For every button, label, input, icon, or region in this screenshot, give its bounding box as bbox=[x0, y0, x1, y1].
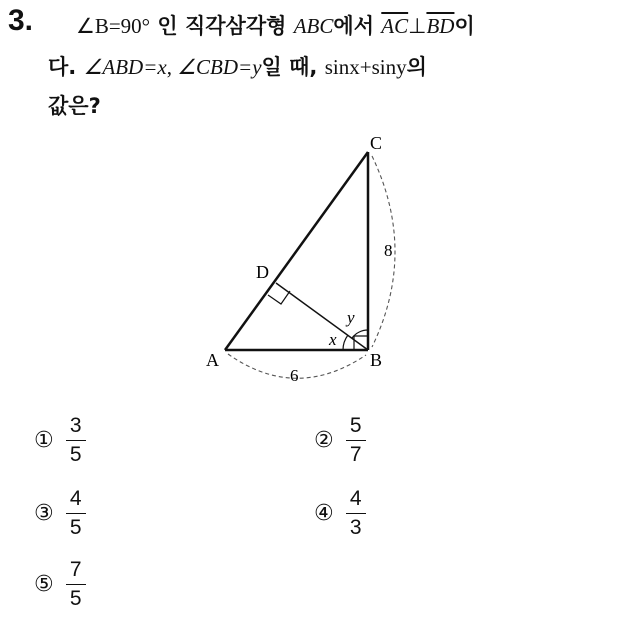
triangle-name: ABC bbox=[293, 14, 334, 38]
fraction-numerator: 7 bbox=[69, 558, 82, 581]
choice-fraction bbox=[66, 487, 86, 540]
angle-x-arc bbox=[343, 335, 348, 350]
label-c: C bbox=[370, 133, 383, 153]
fraction-denominator: 5 bbox=[69, 443, 82, 466]
choice-marker: ③ bbox=[34, 501, 54, 526]
length-ab-label: 6 bbox=[290, 366, 299, 385]
angle-abd-expr: ∠ABD=x bbox=[83, 55, 167, 79]
choice-fraction bbox=[66, 558, 86, 611]
choice-4[interactable] bbox=[314, 487, 366, 540]
choice-fraction bbox=[346, 414, 366, 467]
question-text: 에서 bbox=[333, 14, 382, 38]
fraction-denominator: 3 bbox=[349, 516, 362, 539]
question-text: 인 직각삼각형 bbox=[150, 14, 294, 38]
fraction-numerator: 4 bbox=[349, 487, 362, 510]
fraction-numerator: 3 bbox=[69, 414, 82, 437]
length-bc-label: 8 bbox=[384, 241, 393, 260]
fraction-bar bbox=[346, 440, 366, 441]
perpendicular-symbol: ⊥ bbox=[408, 14, 427, 38]
angle-cbd-expr: ∠CBD=y bbox=[177, 55, 262, 79]
question-text: 일 때, bbox=[261, 55, 325, 79]
choice-fraction bbox=[66, 414, 86, 467]
choice-fraction bbox=[346, 487, 366, 540]
choice-2[interactable] bbox=[314, 414, 366, 467]
segment-ac: $\overline{AC}$ bbox=[381, 14, 409, 38]
sin-expression: sinx+siny bbox=[324, 55, 407, 79]
label-d: D bbox=[256, 262, 269, 282]
fraction-bar bbox=[66, 440, 86, 441]
question-line-3: 값은? bbox=[48, 94, 101, 118]
choice-marker: ② bbox=[314, 428, 334, 453]
angle-b-expr: ∠B=90° bbox=[76, 14, 151, 38]
segment-bd: $\overline{BD}$ bbox=[426, 14, 455, 38]
fraction-bar bbox=[66, 584, 86, 585]
fraction-numerator: 5 bbox=[349, 414, 362, 437]
choice-3[interactable] bbox=[34, 487, 86, 540]
comma: , bbox=[166, 55, 178, 79]
fraction-numerator: 4 bbox=[69, 487, 82, 510]
question-text: 다. bbox=[48, 55, 84, 79]
right-angle-mark-d bbox=[268, 291, 290, 304]
choice-marker: ④ bbox=[314, 501, 334, 526]
fraction-bar bbox=[346, 513, 366, 514]
question-text: 이 bbox=[454, 14, 475, 38]
label-y: y bbox=[347, 308, 355, 327]
choice-marker: ⑤ bbox=[34, 572, 54, 597]
fraction-denominator: 5 bbox=[69, 516, 82, 539]
choice-1[interactable] bbox=[34, 414, 86, 467]
fraction-denominator: 5 bbox=[69, 587, 82, 610]
choice-5[interactable] bbox=[34, 558, 86, 611]
label-a: A bbox=[206, 350, 219, 370]
question-number: 3. bbox=[8, 4, 34, 37]
fraction-denominator: 7 bbox=[349, 443, 362, 466]
label-x: x bbox=[329, 330, 337, 349]
choice-marker: ① bbox=[34, 428, 54, 453]
question-text: 의 bbox=[406, 55, 427, 79]
fraction-bar bbox=[66, 513, 86, 514]
label-b: B bbox=[370, 350, 383, 370]
